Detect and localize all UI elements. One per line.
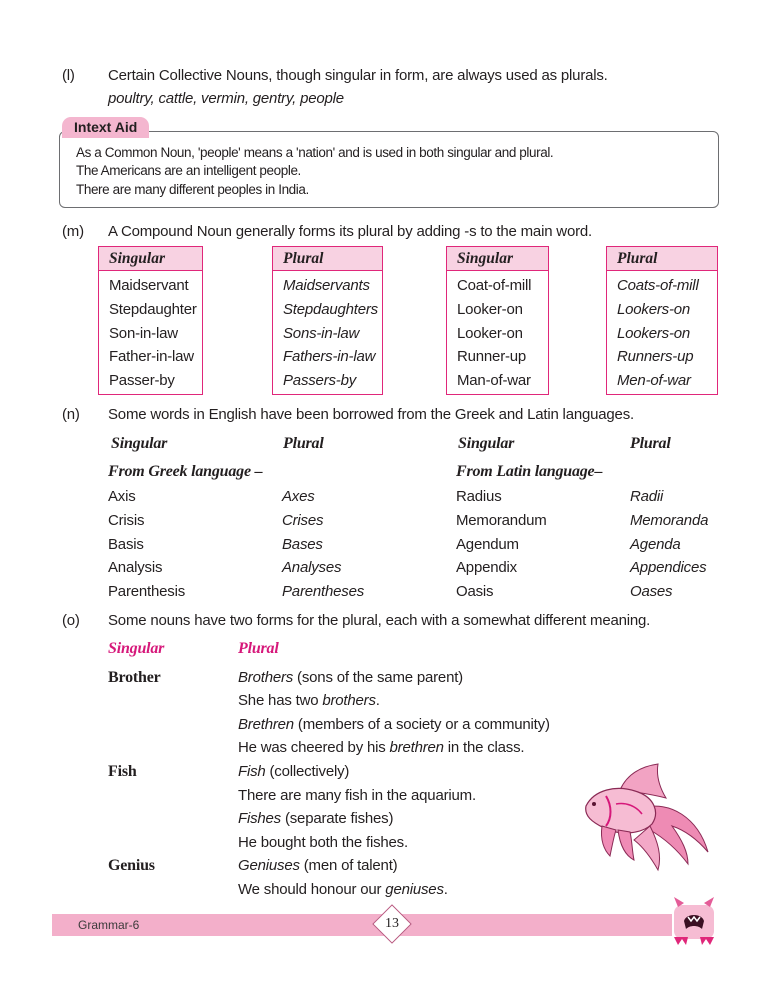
table-cell: Stepdaughters — [283, 300, 378, 318]
greek-plural: Analyses — [282, 559, 342, 576]
greek-singular: Analysis — [108, 559, 163, 576]
table-cell: Father-in-law — [109, 348, 194, 366]
latin-singular: Appendix — [456, 559, 517, 576]
table-cell: Lookers-on — [617, 300, 691, 318]
entry-pre: There are many fish in the aquarium. — [238, 787, 476, 804]
section-m-marker: (m) — [62, 223, 84, 240]
greek-singular: Crisis — [108, 512, 145, 529]
footer-bar — [52, 914, 672, 936]
greek-plural: Crises — [282, 512, 324, 529]
table-cell: Son-in-law — [109, 324, 178, 342]
intext-aid-line: There are many different peoples in India. — [76, 182, 309, 197]
section-n-marker: (n) — [62, 406, 80, 423]
table-header: Plural — [607, 247, 717, 271]
latin-singular: Memorandum — [456, 512, 547, 529]
table-cell: Man-of-war — [457, 372, 531, 390]
table-cell: Fathers-in-law — [283, 348, 376, 366]
compound-table-plural-2 — [606, 246, 718, 395]
table-cell: Coat-of-mill — [457, 277, 532, 294]
entry-pre: She has two — [238, 692, 323, 709]
intext-aid-line: The Americans are an intelligent people. — [76, 163, 301, 178]
entry-rest: . — [375, 692, 380, 709]
compound-table-singular-2 — [446, 246, 549, 395]
table-header: Singular — [447, 247, 548, 271]
section-n-text: Some words in English have been borrowed from the Greek and Latin languages. — [108, 406, 634, 423]
table-cell: Passers-by — [283, 372, 357, 390]
col-header-singular: Singular — [111, 435, 168, 452]
greek-plural: Bases — [282, 536, 323, 553]
entry-line — [238, 762, 349, 782]
entry-rest: (men of talent) — [299, 857, 398, 874]
goldfish-icon — [580, 760, 720, 880]
col-header-singular: Singular — [108, 640, 165, 657]
entry-line — [238, 786, 476, 806]
entry-rest: . — [443, 881, 448, 898]
footer-book-label: Grammar-6 — [78, 918, 140, 932]
col-header-plural: Plural — [283, 435, 324, 452]
latin-plural: Agenda — [630, 536, 681, 553]
latin-plural: Radii — [630, 488, 664, 505]
greek-singular: Axis — [108, 488, 136, 505]
latin-plural: Oases — [630, 583, 673, 600]
entry-line — [238, 715, 550, 735]
entry-word: Brother — [108, 669, 161, 686]
compound-table-plural-1 — [272, 246, 383, 395]
greek-singular: Parenthesis — [108, 583, 186, 600]
section-m-text: A Compound Noun generally forms its plural by adding -s to the main word. — [108, 223, 592, 240]
greek-singular: Basis — [108, 536, 144, 553]
latin-plural: Memoranda — [630, 512, 709, 529]
col-header-plural: Plural — [630, 435, 671, 452]
entry-pre: He was cheered by his — [238, 739, 390, 756]
col-header-singular: Singular — [458, 435, 515, 452]
greek-plural: Axes — [282, 488, 315, 505]
entry-italic: brothers — [322, 692, 376, 709]
latin-label: From Latin language– — [456, 463, 603, 480]
latin-singular: Oasis — [456, 583, 494, 600]
table-header: Plural — [273, 247, 382, 271]
section-o-text: Some nouns have two forms for the plural, each with a somewhat different meaning. — [108, 612, 651, 629]
entry-rest: (members of a society or a community) — [293, 716, 550, 733]
greek-label: From Greek language – — [108, 463, 263, 480]
entry-line — [238, 856, 397, 876]
entry-italic: brethren — [389, 739, 444, 756]
entry-italic: Brethren — [238, 716, 294, 733]
entry-line — [238, 668, 463, 688]
table-cell: Maidservants — [283, 277, 370, 294]
table-cell: Coats-of-mill — [617, 277, 699, 294]
table-cell: Sons-in-law — [283, 324, 360, 342]
entry-word: Fish — [108, 763, 137, 780]
page-number: 13 — [385, 916, 399, 931]
entry-italic: Geniuses — [238, 857, 300, 874]
entry-line — [238, 691, 380, 711]
table-cell: Lookers-on — [617, 324, 691, 342]
section-l-text: Certain Collective Nouns, though singular in form, are always used as plurals. — [108, 67, 608, 84]
section-l-marker: (l) — [62, 67, 75, 84]
latin-singular: Agendum — [456, 536, 519, 553]
entry-line — [238, 738, 524, 758]
entry-word: Genius — [108, 857, 155, 874]
table-cell: Passer-by — [109, 372, 175, 390]
table-cell: Men-of-war — [617, 372, 691, 390]
entry-italic: Fishes — [238, 810, 281, 827]
table-cell: Looker-on — [457, 300, 523, 318]
latin-plural: Appendices — [630, 559, 707, 576]
section-l-examples: poultry, cattle, vermin, gentry, people — [108, 90, 344, 107]
table-cell: Looker-on — [457, 324, 523, 342]
greek-plural: Parentheses — [282, 583, 365, 600]
table-cell: Maidservant — [109, 277, 189, 294]
monster-mascot-icon — [668, 895, 720, 947]
section-o-marker: (o) — [62, 612, 80, 629]
compound-table-singular-1 — [98, 246, 203, 395]
entry-pre: We should honour our — [238, 881, 386, 898]
table-cell: Runner-up — [457, 348, 527, 366]
entry-line — [238, 880, 448, 900]
entry-italic: geniuses — [385, 881, 444, 898]
entry-rest: (sons of the same parent) — [293, 669, 463, 686]
latin-singular: Radius — [456, 488, 502, 505]
intext-aid-line: As a Common Noun, 'people' means a 'nation' and is used in both singular and plural. — [76, 145, 554, 160]
entry-rest: (collectively) — [265, 763, 350, 780]
table-cell: Runners-up — [617, 348, 694, 366]
entry-rest: (separate fishes) — [280, 810, 394, 827]
table-header: Singular — [99, 247, 202, 271]
entry-italic: Brothers — [238, 669, 294, 686]
entry-pre: He bought both the fishes. — [238, 834, 408, 851]
table-cell: Stepdaughter — [109, 300, 197, 318]
intext-aid-label: Intext Aid — [62, 117, 149, 138]
entry-italic: Fish — [238, 763, 266, 780]
entry-rest: in the class. — [443, 739, 525, 756]
entry-line — [238, 833, 408, 853]
col-header-plural: Plural — [238, 640, 279, 657]
entry-line — [238, 809, 393, 829]
